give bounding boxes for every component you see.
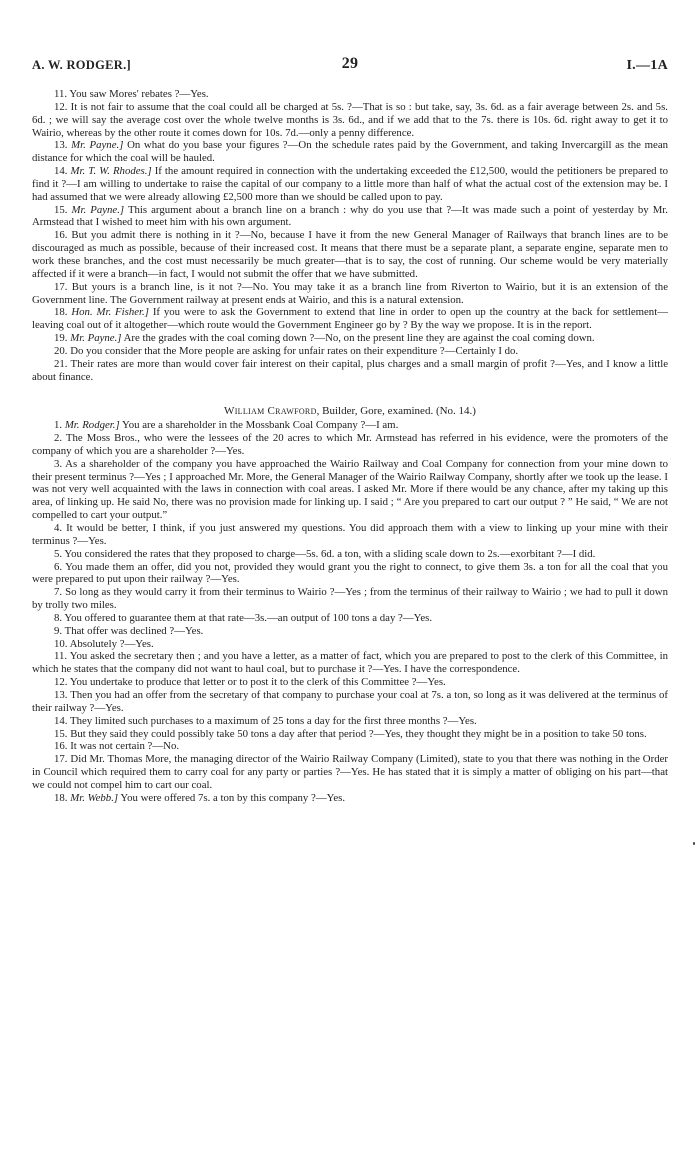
question-paragraph bbox=[32, 792, 668, 805]
speaker-label: Mr. Rodger.] bbox=[64, 419, 120, 432]
page-body bbox=[32, 88, 668, 805]
page-mark bbox=[693, 842, 695, 845]
question-paragraph bbox=[32, 638, 668, 651]
question-text: You undertake to produce that letter or to post it to the clerk of this Committee ?—Yes. bbox=[69, 676, 446, 689]
question-text: If the amount required in connection with the undertaking exceeded the £12,500, would the petitioners be prepared to find it ?—I am willing to undertake to raise the capital of our company to a little more than half of what the actual cost of the extension may be. I had assumed that we were already allowing £2,500 more than we should be called upon to pay. bbox=[32, 165, 669, 203]
question-text: That offer was declined ?—Yes. bbox=[64, 624, 204, 637]
question-text: Then you had an offer from the secretary of that company to purchase your coal at 7s. a ton, so long as it was delivered at the terminus of their railway ?—Yes. bbox=[32, 688, 668, 714]
question-paragraph bbox=[32, 358, 668, 384]
question-text: You offered to guarantee them at that rate—3s.—an output of 100 tons a day ?—Yes. bbox=[64, 611, 433, 624]
question-number: 13. bbox=[54, 139, 68, 152]
question-text: If you were to ask the Government to extend that line in order to open up the country at the back for settlement—leaving coal out of it altogether—which route would the Government Engineer go by ? By the way we propose. It is in the report. bbox=[32, 306, 668, 332]
question-paragraph bbox=[32, 165, 668, 204]
question-number: 11. bbox=[54, 88, 68, 100]
question-number: 14. bbox=[54, 714, 68, 727]
question-paragraph bbox=[32, 458, 668, 522]
question-number: 14. bbox=[54, 165, 68, 178]
question-number: 19. bbox=[54, 332, 68, 345]
question-number: 17. bbox=[54, 280, 68, 293]
question-text: Absolutely ?—Yes. bbox=[69, 637, 154, 650]
question-number: 2. bbox=[54, 432, 63, 445]
question-text: Do you consider that the More people are asking for unfair rates on their expenditure ?—Certainly I do. bbox=[70, 344, 519, 357]
question-number: 8. bbox=[54, 611, 63, 624]
question-text: The Moss Bros., who were the lessees of the 20 acres to which Mr. Armstead has referred in his evidence, were the promoters of the company of which you are a shareholder ?—Yes. bbox=[32, 432, 668, 457]
question-number: 16. bbox=[54, 229, 68, 242]
question-paragraph bbox=[32, 522, 668, 548]
speaker-label: Mr. Payne.] bbox=[71, 203, 125, 216]
question-text: But yours is a branch line, is it not ?—No. You may take it as a branch line from Riverton to Wairio, but it is an extension of the Government line. The Government railway at present ends at Wairio, and this is a natural extension. bbox=[32, 280, 668, 306]
question-text: You saw Mores' rebates ?—Yes. bbox=[69, 88, 209, 100]
evidence-part-2 bbox=[32, 419, 668, 804]
question-text: Their rates are more than would cover fair interest on their capital, plus charges and a small margin of profit ?—Yes, and I know a little about finance. bbox=[32, 357, 669, 383]
question-paragraph bbox=[32, 281, 668, 307]
witness-heading bbox=[32, 405, 668, 418]
question-paragraph bbox=[32, 561, 668, 587]
question-paragraph bbox=[32, 204, 668, 230]
question-number: 11. bbox=[54, 650, 68, 663]
question-text: You are a shareholder in the Mossbank Coal Company ?—I am. bbox=[122, 419, 399, 432]
document-reference: I.—1A bbox=[626, 58, 668, 73]
question-paragraph bbox=[32, 625, 668, 638]
question-text: So long as they would carry it from their terminus to Wairio ?—Yes ; from the terminus of their railway to Wairio ; we had to pull it down by trolly two miles. bbox=[32, 586, 668, 612]
question-number: 18. bbox=[54, 791, 68, 804]
speaker-label: Mr. Payne.] bbox=[70, 332, 122, 345]
question-number: 9. bbox=[54, 624, 63, 637]
speaker-label: Hon. Mr. Fisher.] bbox=[71, 306, 149, 319]
question-text: You made them an offer, did you not, provided they would grant you the right to connect, to give them 3s. a ton for all the coal that you were prepared to put upon their railway ?—Yes. bbox=[32, 560, 668, 586]
question-number: 20. bbox=[54, 344, 68, 357]
question-number: 15. bbox=[54, 727, 68, 740]
question-text: You asked the secretary then ; and you have a letter, as a matter of fact, which you are prepared to post to the clerk of this Committee, in which he states that the company did not want to haul coal, but to purchase it ?—Yes. I have the correspondence. bbox=[32, 650, 668, 676]
question-paragraph bbox=[32, 88, 668, 101]
speaker-label: Mr. T. W. Rhodes.] bbox=[70, 165, 152, 178]
question-text: This argument about a branch line on a branch : why do you use that ?—It was made such a point of yesterday by Mr. Armstead that I wished to meet him with his own argument. bbox=[32, 203, 669, 229]
question-paragraph bbox=[32, 753, 668, 792]
question-text: But you admit there is nothing in it ?—No, because I have it from the new General Manager of Railways that branch lines are to be discouraged as much as possible, because of their increased cost. It means that there must be a separate plant, a separate engine, separate men to work these branches, and the cost must necessarily be much greater—that is to say, the cost of running. Our scheme would be very materially affected if it were a branch—in fact, I would not submit the offer that we have submitted. bbox=[32, 229, 668, 280]
question-number: 7. bbox=[54, 586, 63, 599]
question-number: 12. bbox=[54, 100, 68, 113]
question-number: 17. bbox=[54, 753, 68, 766]
question-text: It is not fair to assume that the coal could all be charged at 5s. ?—That is so : but take, say, 3s. 6d. as a fair average between 2s. and 5s. 6d. ; we will say the average cost over the whole twelve months is 3s. 6d., and if we add that to the 7s. there is 10s. 6d. right away to get it to Wairio, whereas by the other route it comes down for 10s. 7d.—only a penny difference. bbox=[32, 100, 668, 139]
header-witness-name: A. W. RODGER.] bbox=[32, 58, 132, 72]
question-text: It would be better, I think, if you just answered my questions. You did approach them with a view to linking up your mine with their terminus ?—Yes. bbox=[32, 522, 668, 547]
question-number: 15. bbox=[54, 203, 68, 216]
question-text: On what do you base your figures ?—On the schedule rates paid by the Government, and taking Invercargill as the mean distance for which the coal will be hauled. bbox=[32, 139, 669, 165]
speaker-label: Mr. Webb.] bbox=[70, 791, 119, 804]
question-number: 3. bbox=[54, 457, 63, 470]
question-number: 21. bbox=[54, 357, 68, 370]
question-paragraph bbox=[32, 432, 668, 458]
witness-name: William Crawford bbox=[224, 405, 317, 418]
question-paragraph bbox=[32, 419, 668, 432]
question-number: 16. bbox=[54, 740, 68, 753]
question-paragraph bbox=[32, 101, 668, 140]
question-paragraph bbox=[32, 139, 668, 165]
question-text: It was not certain ?—No. bbox=[70, 740, 180, 753]
question-paragraph bbox=[32, 612, 668, 625]
question-text: As a shareholder of the company you have approached the Wairio Railway and Coal Company for connection from your mine down to their present terminus ?—Yes ; I approached Mr. More, the General Manager of the Wairio Railway Company, shortly after we took up the lease. I was not very well acquainted with the laws in connection with coal areas. I asked Mr. More if there would be any chance, after my taking up this area, of linking up. He said No, there was no provision made for linking up. I said ; “ Are you prepared to cart our output ? ” He said, “ We are not compelled to cart your output.” bbox=[32, 457, 668, 522]
question-number: 5. bbox=[54, 547, 63, 560]
question-paragraph bbox=[32, 548, 668, 561]
question-text: But they said they could possibly take 50 tons a day after that period ?—Yes, they thought they might be in a position to take 50 tons. bbox=[70, 727, 647, 740]
page-header bbox=[32, 55, 668, 78]
question-paragraph bbox=[32, 332, 668, 345]
question-number: 1. bbox=[54, 419, 63, 432]
question-text: You were offered 7s. a ton by this company ?—Yes. bbox=[120, 791, 346, 804]
question-paragraph bbox=[32, 728, 668, 741]
question-text: Did Mr. Thomas More, the managing director of the Wairio Railway Company (Limited), state to you that there was nothing in the Order in Council which required them to carry coal for any party or parties ?—Yes. He has stated that it is simply a matter of obliging on his part—that we could not compel him to cart our coal. bbox=[32, 753, 668, 791]
question-text: They limited such purchases to a maximum of 25 tons a day for the first three months ?—Yes. bbox=[70, 714, 477, 727]
question-paragraph bbox=[32, 306, 668, 332]
question-number: 4. bbox=[54, 522, 63, 534]
question-paragraph bbox=[32, 715, 668, 728]
question-text: You considered the rates that they proposed to charge—5s. 6d. a ton, with a sliding scale down to 2s.—exorbitant ?—I did. bbox=[64, 547, 596, 560]
speaker-label: Mr. Payne.] bbox=[71, 139, 124, 152]
question-paragraph bbox=[32, 650, 668, 676]
question-paragraph bbox=[32, 586, 668, 612]
question-paragraph bbox=[32, 740, 668, 753]
question-number: 13. bbox=[54, 688, 68, 701]
question-text: Are the grades with the coal coming down ?—No, on the present line they are against the coal coming down. bbox=[123, 332, 595, 345]
question-number: 6. bbox=[54, 560, 63, 573]
question-number: 18. bbox=[54, 306, 68, 319]
witness-heading-rest: , Builder, Gore, examined. (No. 14.) bbox=[316, 405, 476, 418]
question-paragraph bbox=[32, 229, 668, 280]
question-number: 10. bbox=[54, 637, 68, 650]
question-paragraph bbox=[32, 689, 668, 715]
page-number: 29 bbox=[341, 55, 359, 72]
question-paragraph bbox=[32, 676, 668, 689]
evidence-part-1 bbox=[32, 88, 668, 383]
question-number: 12. bbox=[54, 676, 68, 689]
question-paragraph bbox=[32, 345, 668, 358]
